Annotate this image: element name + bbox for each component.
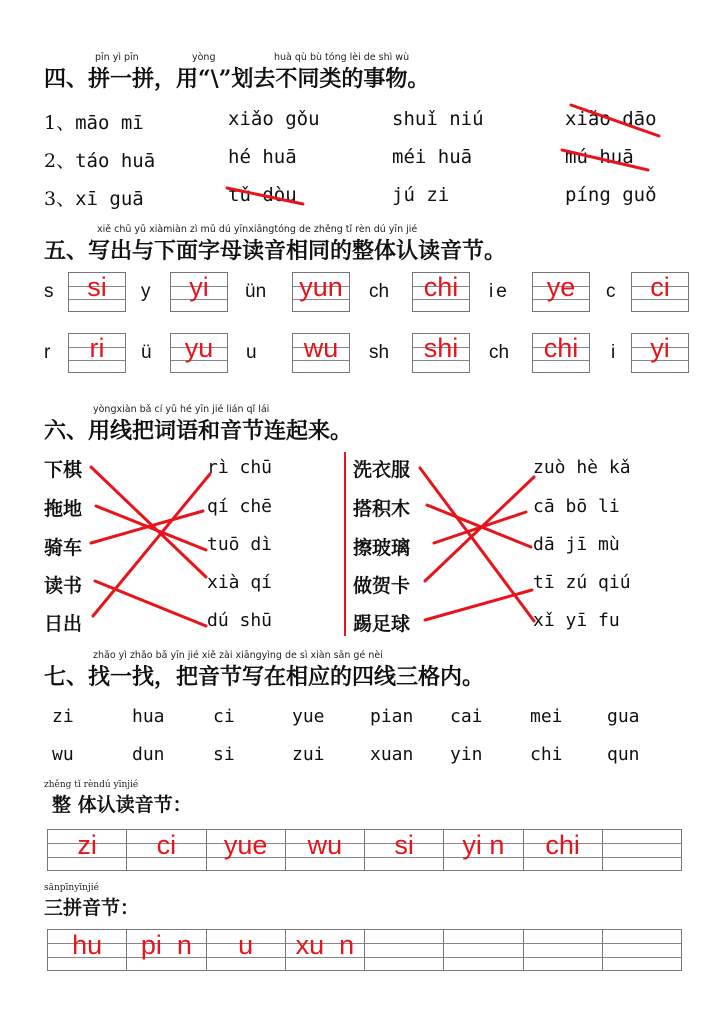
four-line-box[interactable] xyxy=(532,333,590,373)
syllable: pian xyxy=(370,706,414,727)
row-number: 1、 xyxy=(44,112,76,134)
answer-text: chi xyxy=(545,830,580,860)
chinese-word: 搭积木 xyxy=(353,498,411,520)
match-line xyxy=(425,590,532,620)
grid-cell[interactable] xyxy=(286,930,365,970)
pinyin-option: xià qí xyxy=(207,572,273,593)
section-5-title: 五、写出与下面字母读音相同的整体认读音节。 xyxy=(44,238,507,264)
syllable: hua xyxy=(132,706,165,727)
pinyin-option: dā jī mù xyxy=(533,534,620,555)
grid-cell[interactable] xyxy=(524,930,603,970)
four-line-box[interactable] xyxy=(532,272,590,312)
answer-text: chi xyxy=(423,272,459,302)
answer-text: zi xyxy=(77,830,97,860)
pinyin-option: dú shū xyxy=(207,610,273,631)
pinyin-option: cā bō li xyxy=(533,496,620,517)
grid-cell[interactable] xyxy=(207,830,286,870)
section-7-title: 七、找一找，把音节写在相应的四线三格内。 xyxy=(44,664,485,690)
triple-syllables-label: 三拼音节： xyxy=(44,897,140,919)
word-item: hé huā xyxy=(228,146,297,168)
answer-text: ci xyxy=(156,830,177,860)
answer-text: shi xyxy=(423,333,459,363)
chinese-word: 日出 xyxy=(44,613,83,635)
grid-cell[interactable] xyxy=(127,830,206,870)
grid-cell[interactable] xyxy=(127,930,206,970)
answer-text: yi n xyxy=(462,830,505,860)
pinyin-option: xǐ yī fu xyxy=(533,610,620,631)
syllable: xuan xyxy=(370,744,414,765)
word-item: māo mī xyxy=(75,112,144,134)
section-4-title: 四、拼一拼，用“\”划去不同类的事物。 xyxy=(44,66,430,92)
grid-cell[interactable] xyxy=(444,930,523,970)
letter-label: c xyxy=(606,281,616,302)
answer-text: si xyxy=(87,272,107,302)
grid-cell[interactable] xyxy=(286,830,365,870)
match-line xyxy=(91,511,203,543)
label-ruby: sānpīnyīnjié xyxy=(44,883,99,893)
letter-label: ch xyxy=(369,281,390,302)
answer-text: pi n xyxy=(140,930,192,960)
syllable: gua xyxy=(607,706,640,727)
grid-cell[interactable] xyxy=(444,830,523,870)
letter-label: r xyxy=(44,342,51,363)
syllable: cai xyxy=(450,706,483,727)
four-line-box[interactable] xyxy=(68,333,126,373)
syllable: qun xyxy=(607,744,640,765)
answer-text: ci xyxy=(650,272,670,302)
chinese-word: 读书 xyxy=(44,575,83,597)
syllable: zui xyxy=(292,744,325,765)
word-item: shuǐ niú xyxy=(392,108,484,130)
four-line-box[interactable] xyxy=(412,333,470,373)
title-ruby: yòng xyxy=(192,52,216,63)
letter-label: ün xyxy=(245,281,267,302)
match-line xyxy=(93,474,210,616)
match-line xyxy=(420,468,534,621)
answer-text: yi xyxy=(189,272,209,302)
match-line xyxy=(96,506,206,550)
letter-label: ie xyxy=(489,281,510,302)
word-item: méi huā xyxy=(392,146,473,168)
answer-text: yi xyxy=(650,333,670,363)
four-line-box[interactable] xyxy=(631,333,689,373)
pinyin-option: qí chē xyxy=(207,496,273,517)
word-item-crossed: tǔ dòu xyxy=(228,184,297,206)
answer-text: ye xyxy=(546,272,576,302)
chinese-word: 做贺卡 xyxy=(353,575,411,597)
column-divider xyxy=(344,452,346,636)
chinese-word: 下棋 xyxy=(44,459,83,481)
title-ruby: huà qù bù tóng lèi de shì wù xyxy=(274,52,410,63)
answer-text: chi xyxy=(543,333,579,363)
letter-label: u xyxy=(246,342,257,363)
label-ruby: zhěng tǐ rèndú yīnjié xyxy=(44,780,139,790)
chinese-word: 洗衣服 xyxy=(353,459,411,481)
title-ruby: xiě chū yǔ xiàmiàn zì mǔ dú yīnxiāngtóng de zhěng tǐ rèn dú yīn jié xyxy=(97,224,418,235)
syllable: dun xyxy=(132,744,165,765)
section-6-title: 六、用线把词语和音节连起来。 xyxy=(44,418,353,444)
pinyin-option: tuō dì xyxy=(207,534,273,555)
pinyin-option: rì chū xyxy=(207,457,273,478)
answer-text: hu xyxy=(72,930,103,960)
syllable: si xyxy=(213,744,235,765)
chinese-word: 踢足球 xyxy=(353,613,411,635)
letter-label: s xyxy=(44,281,54,302)
syllable: yue xyxy=(292,706,325,727)
grid-cell[interactable] xyxy=(48,830,127,870)
grid-cell[interactable] xyxy=(207,930,286,970)
four-line-box[interactable] xyxy=(292,333,350,373)
row-number: 3、 xyxy=(44,188,76,210)
grid-cell[interactable] xyxy=(48,930,127,970)
chinese-word: 拖地 xyxy=(44,498,83,520)
letter-label: ü xyxy=(141,342,152,363)
title-ruby: pīn yì pīn xyxy=(95,52,139,63)
answer-text: yun xyxy=(299,272,343,302)
grid-cell[interactable] xyxy=(365,930,444,970)
grid-cell[interactable] xyxy=(524,830,603,870)
answer-text: wu xyxy=(307,830,343,860)
syllable: chi xyxy=(530,744,563,765)
word-item: táo huā xyxy=(75,150,156,172)
syllable: wu xyxy=(52,744,74,765)
triple-syllables-grid[interactable] xyxy=(47,929,682,971)
four-line-box[interactable] xyxy=(170,272,228,312)
match-line xyxy=(434,512,526,543)
word-item: xī guā xyxy=(75,188,144,210)
answer-text: xu n xyxy=(295,930,355,960)
title-ruby: yòngxiàn bǎ cí yǔ hé yīn jié lián qǐ lái xyxy=(93,404,270,415)
pinyin-option: tī zú qiú xyxy=(533,572,631,593)
answer-text: u xyxy=(238,930,254,960)
word-item: píng guǒ xyxy=(565,184,657,206)
four-line-box[interactable] xyxy=(292,272,350,312)
letter-label: sh xyxy=(369,342,390,363)
four-line-box[interactable] xyxy=(170,333,228,373)
four-line-box[interactable] xyxy=(68,272,126,312)
letter-label: y xyxy=(141,281,151,302)
title-ruby: zhǎo yì zhǎo bǎ yīn jié xiě zài xiāngyìng de sì xiàn sān gé nèi xyxy=(93,650,383,661)
match-line xyxy=(91,467,206,577)
syllable: ci xyxy=(213,706,235,727)
answer-text: yu xyxy=(184,333,214,363)
whole-syllables-grid[interactable] xyxy=(47,829,682,871)
four-line-box[interactable] xyxy=(412,272,470,312)
word-item-crossed: mú huā xyxy=(565,146,634,168)
answer-text: yue xyxy=(223,830,268,860)
letter-label: i xyxy=(611,342,616,363)
word-item: jú zi xyxy=(392,184,450,206)
chinese-word: 骑车 xyxy=(44,537,83,559)
answer-text: si xyxy=(394,830,414,860)
syllable: zi xyxy=(52,706,74,727)
syllable: mei xyxy=(530,706,563,727)
answer-text: ri xyxy=(89,333,105,363)
answer-text: wu xyxy=(303,333,339,363)
row-number: 2、 xyxy=(44,150,76,172)
grid-cell[interactable] xyxy=(603,930,681,970)
chinese-word: 擦玻璃 xyxy=(353,537,411,559)
syllable: yin xyxy=(450,744,483,765)
whole-syllables-label: 整 体认读音节： xyxy=(52,794,192,816)
grid-cell[interactable] xyxy=(603,830,681,870)
match-line xyxy=(427,505,531,547)
word-item: xiǎo gǒu xyxy=(228,108,320,130)
pinyin-option: zuò hè kǎ xyxy=(533,457,631,478)
word-item-crossed: xiǎo dāo xyxy=(565,108,657,130)
match-line xyxy=(425,477,534,581)
grid-cell[interactable] xyxy=(365,830,444,870)
match-line xyxy=(95,581,206,626)
four-line-box[interactable] xyxy=(631,272,689,312)
letter-label: ch xyxy=(489,342,510,363)
